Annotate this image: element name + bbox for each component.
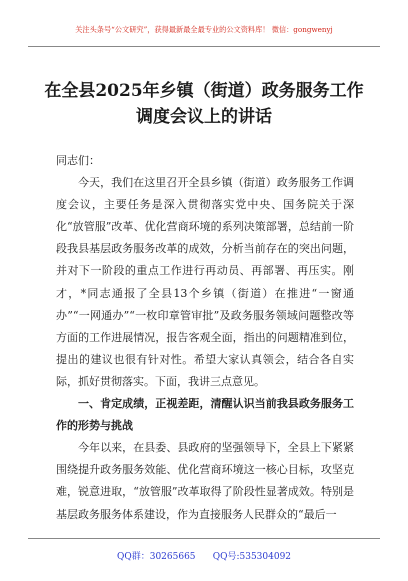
paragraph-opening: 今天，我们在这里召开全县乡镇（街道）政务服务工作调度会议，主要任务是深入贯彻落实党中央、国务院关于深化“放管服”改革、优化营商环境的系列决策部署，总结前一阶段我县基层政务服务改革的成效，分析当前存在的突出问题，并对下一阶段的重点工作进行再动员、再部署、再压实。刚才，*同志通报了全县13个乡镇（街道）在推进“一窗通办”“一网通办”“一枚印章管审批”及政务服务领域问题整改等方面的工作进展情况，报告客观全面，指出的问题精准到位，提出的建议也很有针对性。希望大家认真领会，结合各自实际，抓好贯彻落实。下面，我讲三点意见。 — [56, 176, 354, 388]
document-body — [56, 150, 354, 526]
page-footer — [28, 538, 380, 581]
page-header — [28, 0, 380, 47]
footer-contact: QQ群：30265665 QQ号:535304092 — [116, 552, 292, 562]
salutation: 同志们： — [56, 154, 100, 167]
header-notice: 关注头条号“公文研究”，获得最新最全最专业的公文资料库！ 微信：gongwenyj — [75, 25, 333, 34]
section-heading: 一、肯定成绩，正视差距，清醒认识当前我县政务服务工作的形势与挑战 — [56, 397, 354, 433]
paragraph-achievements: 今年以来，在县委、县政府的坚强领导下，全县上下紧紧围绕提升政务服务效能、优化营商环境这一核心目标，攻坚克难，锐意进取，“放管服”改革取得了阶段性显著成效。特别是基层政务服务体系建设，作为直接服务人民群众的“最后一 — [56, 441, 354, 521]
document-title: 在全县2025年乡镇（街道）政务服务工作调度会议上的讲话 — [44, 81, 364, 127]
